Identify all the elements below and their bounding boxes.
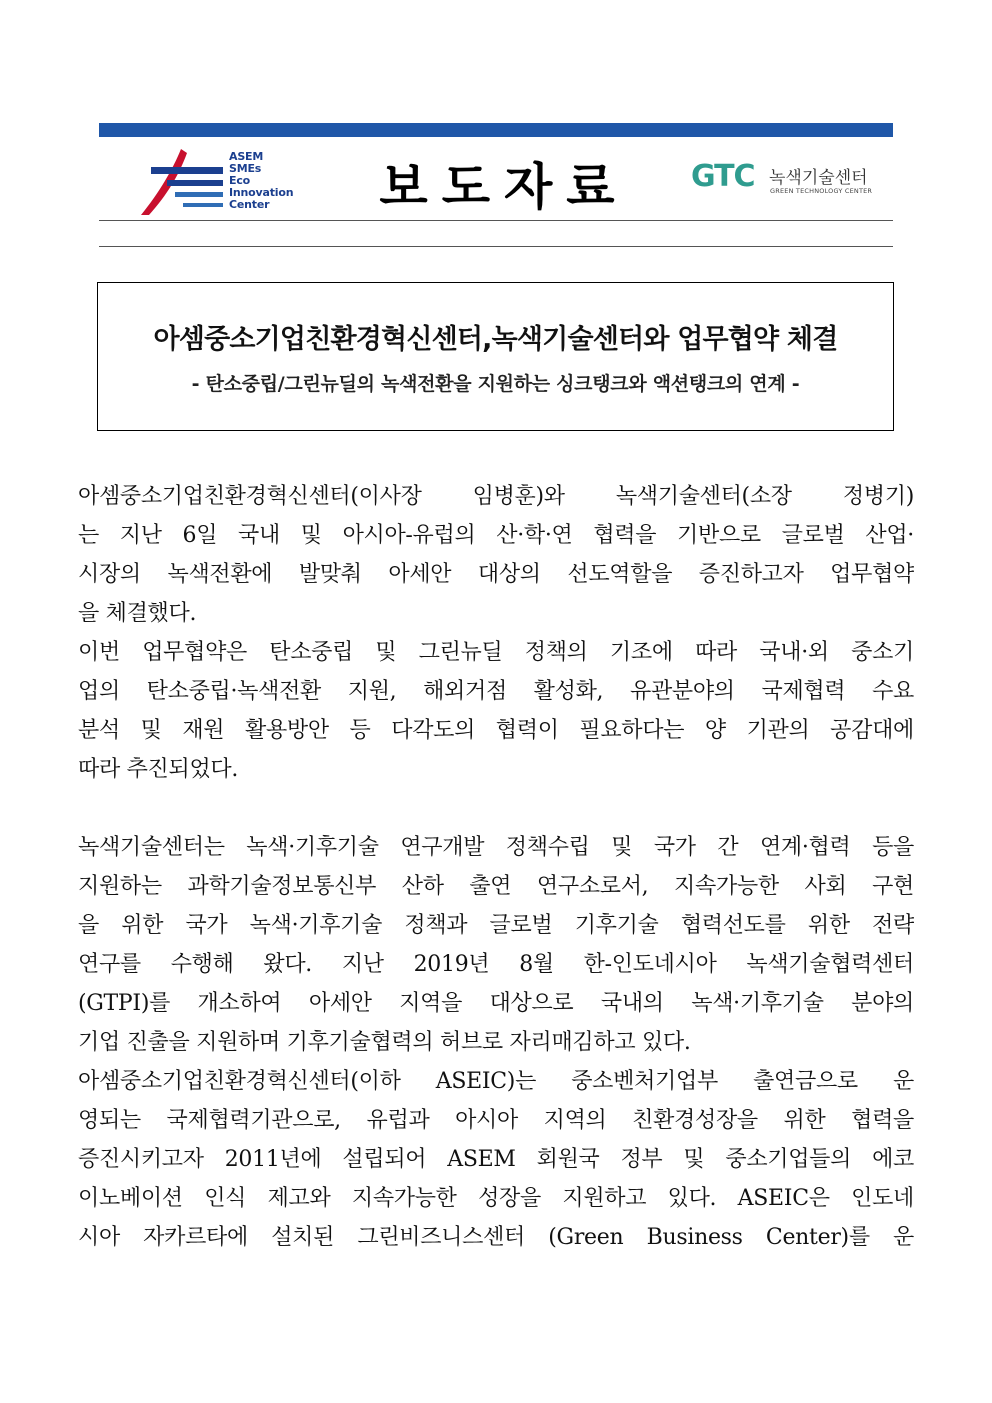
headline-box: [97, 282, 894, 431]
aseic-logo-text: ASEM SMEs Eco Innovation Center: [229, 150, 294, 211]
body-line: 지원하는 과학기술정보통신부 산하 출연 연구소로서, 지속가능한 사회 구현: [78, 874, 914, 899]
article-body: [78, 477, 914, 1257]
gtc-logo-name-ko: 녹색기술센터: [769, 168, 868, 188]
body-line: 업의 탄소중립·녹색전환 지원, 해외거점 활성화, 유관분야의 국제협력 수요: [78, 679, 914, 704]
aseic-emblem-icon: [137, 147, 229, 219]
paragraph-gtc: [78, 828, 914, 1062]
body-line: 분석 및 재원 활용방안 등 다각도의 협력이 필요하다는 양 기관의 공감대에: [78, 718, 914, 743]
body-line: 시장의 녹색전환에 발맞춰 아세안 대상의 선도역할을 증진하고자 업무협약: [78, 562, 914, 587]
body-line: 아셈중소기업친환경혁신센터(이하 ASEIC)는 중소벤처기업부 출연금으로 운: [78, 1069, 914, 1094]
body-line: (GTPI)를 개소하여 아세안 지역을 대상으로 국내의 녹색·기후기술 분야의: [78, 991, 914, 1016]
body-line: 녹색기술센터는 녹색·기후기술 연구개발 정책수립 및 국가 간 연계·협력 등을: [78, 835, 914, 860]
body-line: 을 체결했다.: [78, 601, 197, 626]
body-line: 아셈중소기업친환경혁신센터(이사장 임병훈)와 녹색기술센터(소장 정병기): [78, 484, 914, 509]
gtc-logo-mark: GTC: [691, 159, 755, 194]
gtc-logo: [691, 161, 891, 201]
header-divider-secondary: [99, 246, 893, 247]
header-top-bar: [99, 123, 893, 137]
aseic-logo: [137, 147, 307, 219]
paragraph-aseic: [78, 1062, 914, 1257]
body-line: 따라 추진되었다.: [78, 757, 239, 782]
header-divider: [99, 220, 893, 221]
body-line: 연구를 수행해 왔다. 지난 2019년 8월 한-인도네시아 녹색기술협력센터: [78, 952, 914, 977]
body-line: 시아 자카르타에 설치된 그린비즈니스센터 (Green Business Center)를 운: [78, 1225, 914, 1250]
body-line: 이번 업무협약은 탄소중립 및 그린뉴딜 정책의 기조에 따라 국내·외 중소기: [78, 640, 914, 665]
headline-title: 아셈중소기업친환경혁신센터,녹색기술센터와 업무협약 체결: [153, 324, 838, 355]
body-line: 증진시키고자 2011년에 설립되어 ASEM 회원국 정부 및 중소기업들의 에코: [78, 1147, 914, 1172]
body-line: 을 위한 국가 녹색·기후기술 정책과 글로벌 기후기술 협력선도를 위한 전략: [78, 913, 914, 938]
body-line: 영되는 국제협력기관으로, 유럽과 아시아 지역의 친환경성장을 위한 협력을: [78, 1108, 914, 1133]
gtc-logo-name-en: GREEN TECHNOLOGY CENTER: [770, 187, 873, 195]
press-release-header: [99, 137, 893, 221]
body-line: 이노베이션 인식 제고와 지속가능한 성장을 지원하고 있다. ASEIC은 인도네: [78, 1186, 914, 1211]
paragraph-background: [78, 633, 914, 789]
headline-subtitle: - 탄소중립/그린뉴딜의 녹색전환을 지원하는 싱크탱크와 액션탱크의 연계 -: [191, 373, 800, 395]
body-line: 는 지난 6일 국내 및 아시아-유럽의 산·학·연 협력을 기반으로 글로벌 산업·: [78, 523, 914, 548]
body-line: 기업 진출을 지원하며 기후기술협력의 허브로 자리매김하고 있다.: [78, 1030, 691, 1055]
paragraph-agreement: [78, 477, 914, 633]
page-title: 보도자료: [379, 158, 629, 216]
